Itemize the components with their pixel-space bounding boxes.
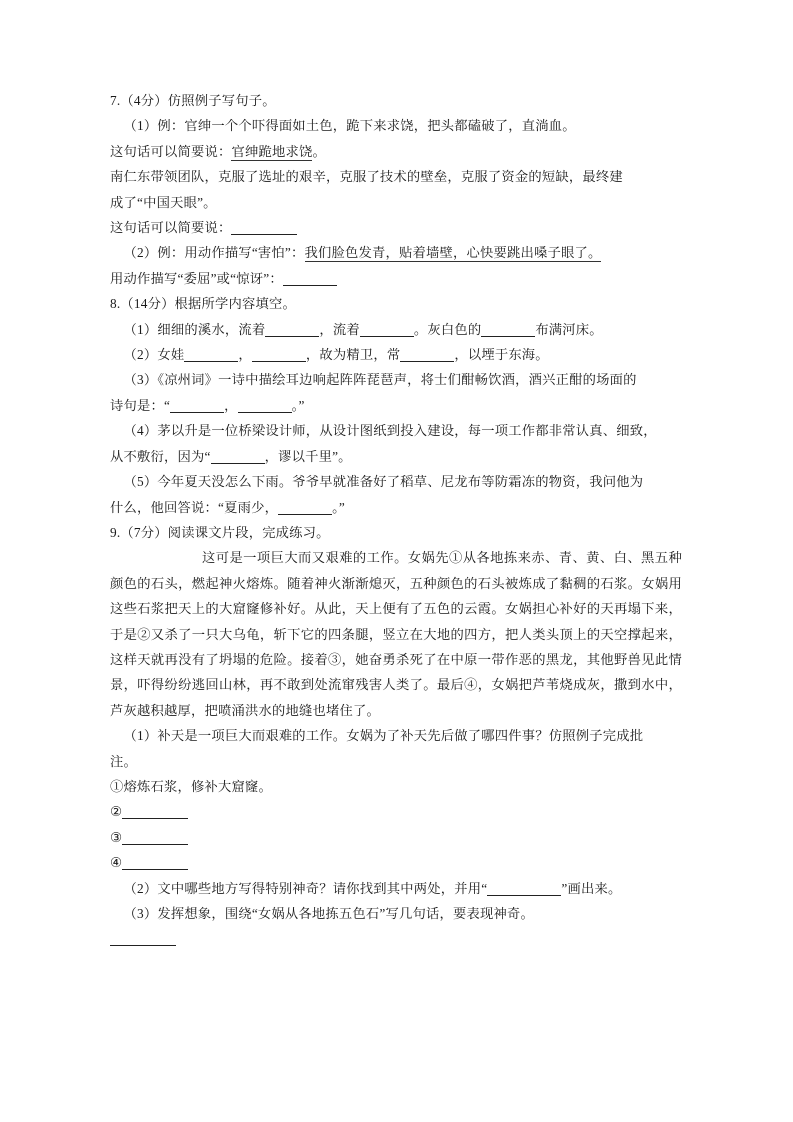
- q8-1-seg-2: ，流着: [319, 321, 360, 337]
- question-8-item-5-line-2: [110, 495, 683, 520]
- question-9-item-3-answer-row: [110, 926, 683, 951]
- question-7-item-1-body-line-2: 成了“中国天眼”。: [110, 194, 217, 210]
- q9-2-suffix: ”画出来。: [561, 880, 622, 896]
- answer-blank-9-1-3[interactable]: [122, 831, 188, 845]
- question-9: [110, 520, 683, 952]
- answer-blank-9-3[interactable]: [110, 932, 176, 946]
- answer-blank-8-1c[interactable]: [481, 323, 535, 337]
- q8-1-seg-4: 布满河床。: [535, 321, 603, 337]
- item-2-example-text: 我们脸色发青，贴着墙壁，心快要跳出嗓子眼了。: [304, 245, 602, 261]
- answer-blank-8-2a[interactable]: [184, 348, 238, 362]
- answer-blank-9-2[interactable]: [487, 882, 561, 896]
- answer-blank-8-5[interactable]: [278, 501, 332, 515]
- question-8-item-4-line-1: （4）茅以升是一位桥梁设计师，从设计图纸到投入建设，每一项工作都非常认真、细致，: [123, 423, 657, 439]
- answer-blank-8-1b[interactable]: [360, 323, 414, 337]
- question-8: [110, 291, 683, 520]
- question-7-item-1-sample-answer: [110, 139, 683, 164]
- q8-3-suffix: 。”: [291, 397, 305, 413]
- question-9-item-1-line-2: 注。: [110, 753, 137, 769]
- item-2-label: （2）例：: [123, 245, 185, 261]
- answer-blank-7-2[interactable]: [283, 272, 337, 286]
- q8-5-suffix: 。”: [332, 499, 346, 515]
- q8-3-prefix: 诗句是：“: [110, 397, 171, 413]
- question-9-answer-item-1: [110, 774, 683, 799]
- question-9-item-2: [110, 876, 683, 901]
- answer-marker-1: ①: [110, 778, 124, 794]
- answer-marker-3: ③: [110, 829, 123, 845]
- q8-4-prefix: 从不敷衍，因为“: [110, 448, 211, 464]
- question-8-item-1: [110, 317, 683, 342]
- answer-blank-9-1-4[interactable]: [122, 856, 188, 870]
- answer-blank-8-3a[interactable]: [170, 399, 224, 413]
- answer-blank-7-1[interactable]: [231, 221, 297, 235]
- question-9-answer-item-4: [110, 850, 683, 875]
- question-7-item-1-answer-row: [110, 215, 683, 240]
- question-9-answer-item-3: [110, 825, 683, 850]
- question-7-item-2-answer-row: [110, 266, 683, 291]
- item-2-answer-prefix: 用动作描写“委屈”或“惊讶”：: [110, 270, 283, 286]
- question-9-answer-item-2: [110, 799, 683, 824]
- question-9-reading-passage: 这可是一项巨大而又艰难的工作。女娲先①从各地拣来赤、青、黄、白、黑五种颜色的石头，燃起神火熔炼。随着神火渐渐熄灭，五种颜色的石头被炼成了黏稠的石浆。女娲用这些石浆把天上的大窟窿修补好。从此，天上便有了五色的云霞。女娲担心补好的天再塌下来，于是②又杀了一只大乌龟，斩下它的四条腿，竖立在大地的四方，把人类头顶上的天空撑起来，这样天就再没有了坍塌的危险。接着③，她奋勇杀死了在中原一带作恶的黑龙，其他野兽见此情景，吓得纷纷逃回山林，再不敢到处流窜残害人类了。最后④，女娲把芦苇烧成灰，撒到水中，芦灰越积越厚，把喷涌洪水的地缝也堵住了。: [110, 550, 682, 718]
- q8-1-seg-3: 。灰白色的: [413, 321, 482, 337]
- question-9-item-1-line-1: （1）补天是一项巨大而艰难的工作。女娲为了补天先后做了哪四件事？仿照例子完成批: [123, 728, 644, 744]
- question-8-item-3-line-2: [110, 393, 683, 418]
- q8-1-seg-1: （1）细细的溪水，流着: [123, 321, 266, 337]
- answer-blank-8-4[interactable]: [211, 450, 265, 464]
- q8-2-seg-3: ，故为精卫，常: [305, 347, 401, 363]
- question-9-heading: 9.（7分）阅读课文片段，完成练习。: [110, 524, 330, 540]
- q8-4-suffix: ，谬以千里”。: [264, 448, 352, 464]
- answer-blank-9-1-2[interactable]: [122, 805, 188, 819]
- question-7: [110, 88, 683, 291]
- answer-blank-8-3b[interactable]: [238, 399, 292, 413]
- question-8-item-5-line-1: （5）今年夏天没怎么下雨。爷爷早就准备好了稻草、尼龙布等防霜冻的物资，我问他为: [123, 474, 644, 490]
- question-9-item-3: （3）发挥想象，围绕“女娲从各地拣五色石”写几句话，要表现神奇。: [123, 906, 534, 921]
- question-8-item-4-line-2: [110, 444, 683, 469]
- sample-answer-text: 官绅跪地求饶: [231, 143, 313, 159]
- question-8-heading: 8.（14分）根据所学内容填空。: [110, 296, 297, 312]
- answer-text-1: 熔炼石浆，修补大窟窿。: [123, 778, 272, 794]
- q8-3-mid: ，: [224, 397, 238, 413]
- q8-2-seg-4: ，以堙于东海。: [454, 347, 549, 363]
- question-8-item-2: [110, 342, 683, 367]
- answer-blank-8-2c[interactable]: [400, 348, 454, 362]
- question-7-item-1-example: （1）例：官绅一个个吓得面如土色，跪下来求饶，把头都磕破了，直淌血。: [123, 118, 576, 134]
- question-7-item-1-body-line-1: 南仁东带领团队，克服了选址的艰辛，克服了技术的壁垒，克服了资金的短缺，最终建: [110, 169, 623, 185]
- answer-prefix-label: 这句话可以简要说：: [110, 220, 232, 236]
- question-7-heading: 7.（4分）仿照例子写句子。: [110, 93, 276, 108]
- sample-answer-suffix: 。: [312, 143, 326, 159]
- q8-5-prefix: 什么，他回答说：“夏雨少，: [110, 499, 279, 515]
- q9-2-prefix: （2）文中哪些地方写得特别神奇？请你找到其中两处，并用“: [123, 880, 488, 896]
- question-8-item-3-line-1: （3）《凉州词》一诗中描绘耳边响起阵阵琵琶声，将士们酣畅饮酒，酒兴正酣的场面的: [123, 372, 637, 388]
- answer-marker-4: ④: [110, 855, 123, 871]
- item-2-prompt: 用动作描写“害怕”：: [184, 245, 305, 261]
- question-7-item-2-example: [110, 240, 683, 265]
- answer-blank-8-2b[interactable]: [252, 348, 306, 362]
- sample-answer-prefix: 这句话可以简要说：: [110, 143, 232, 159]
- q8-2-seg-2: ，: [238, 347, 252, 363]
- q8-2-seg-1: （2）女娃: [123, 347, 185, 363]
- answer-marker-2: ②: [110, 804, 123, 820]
- answer-blank-8-1a[interactable]: [265, 323, 319, 337]
